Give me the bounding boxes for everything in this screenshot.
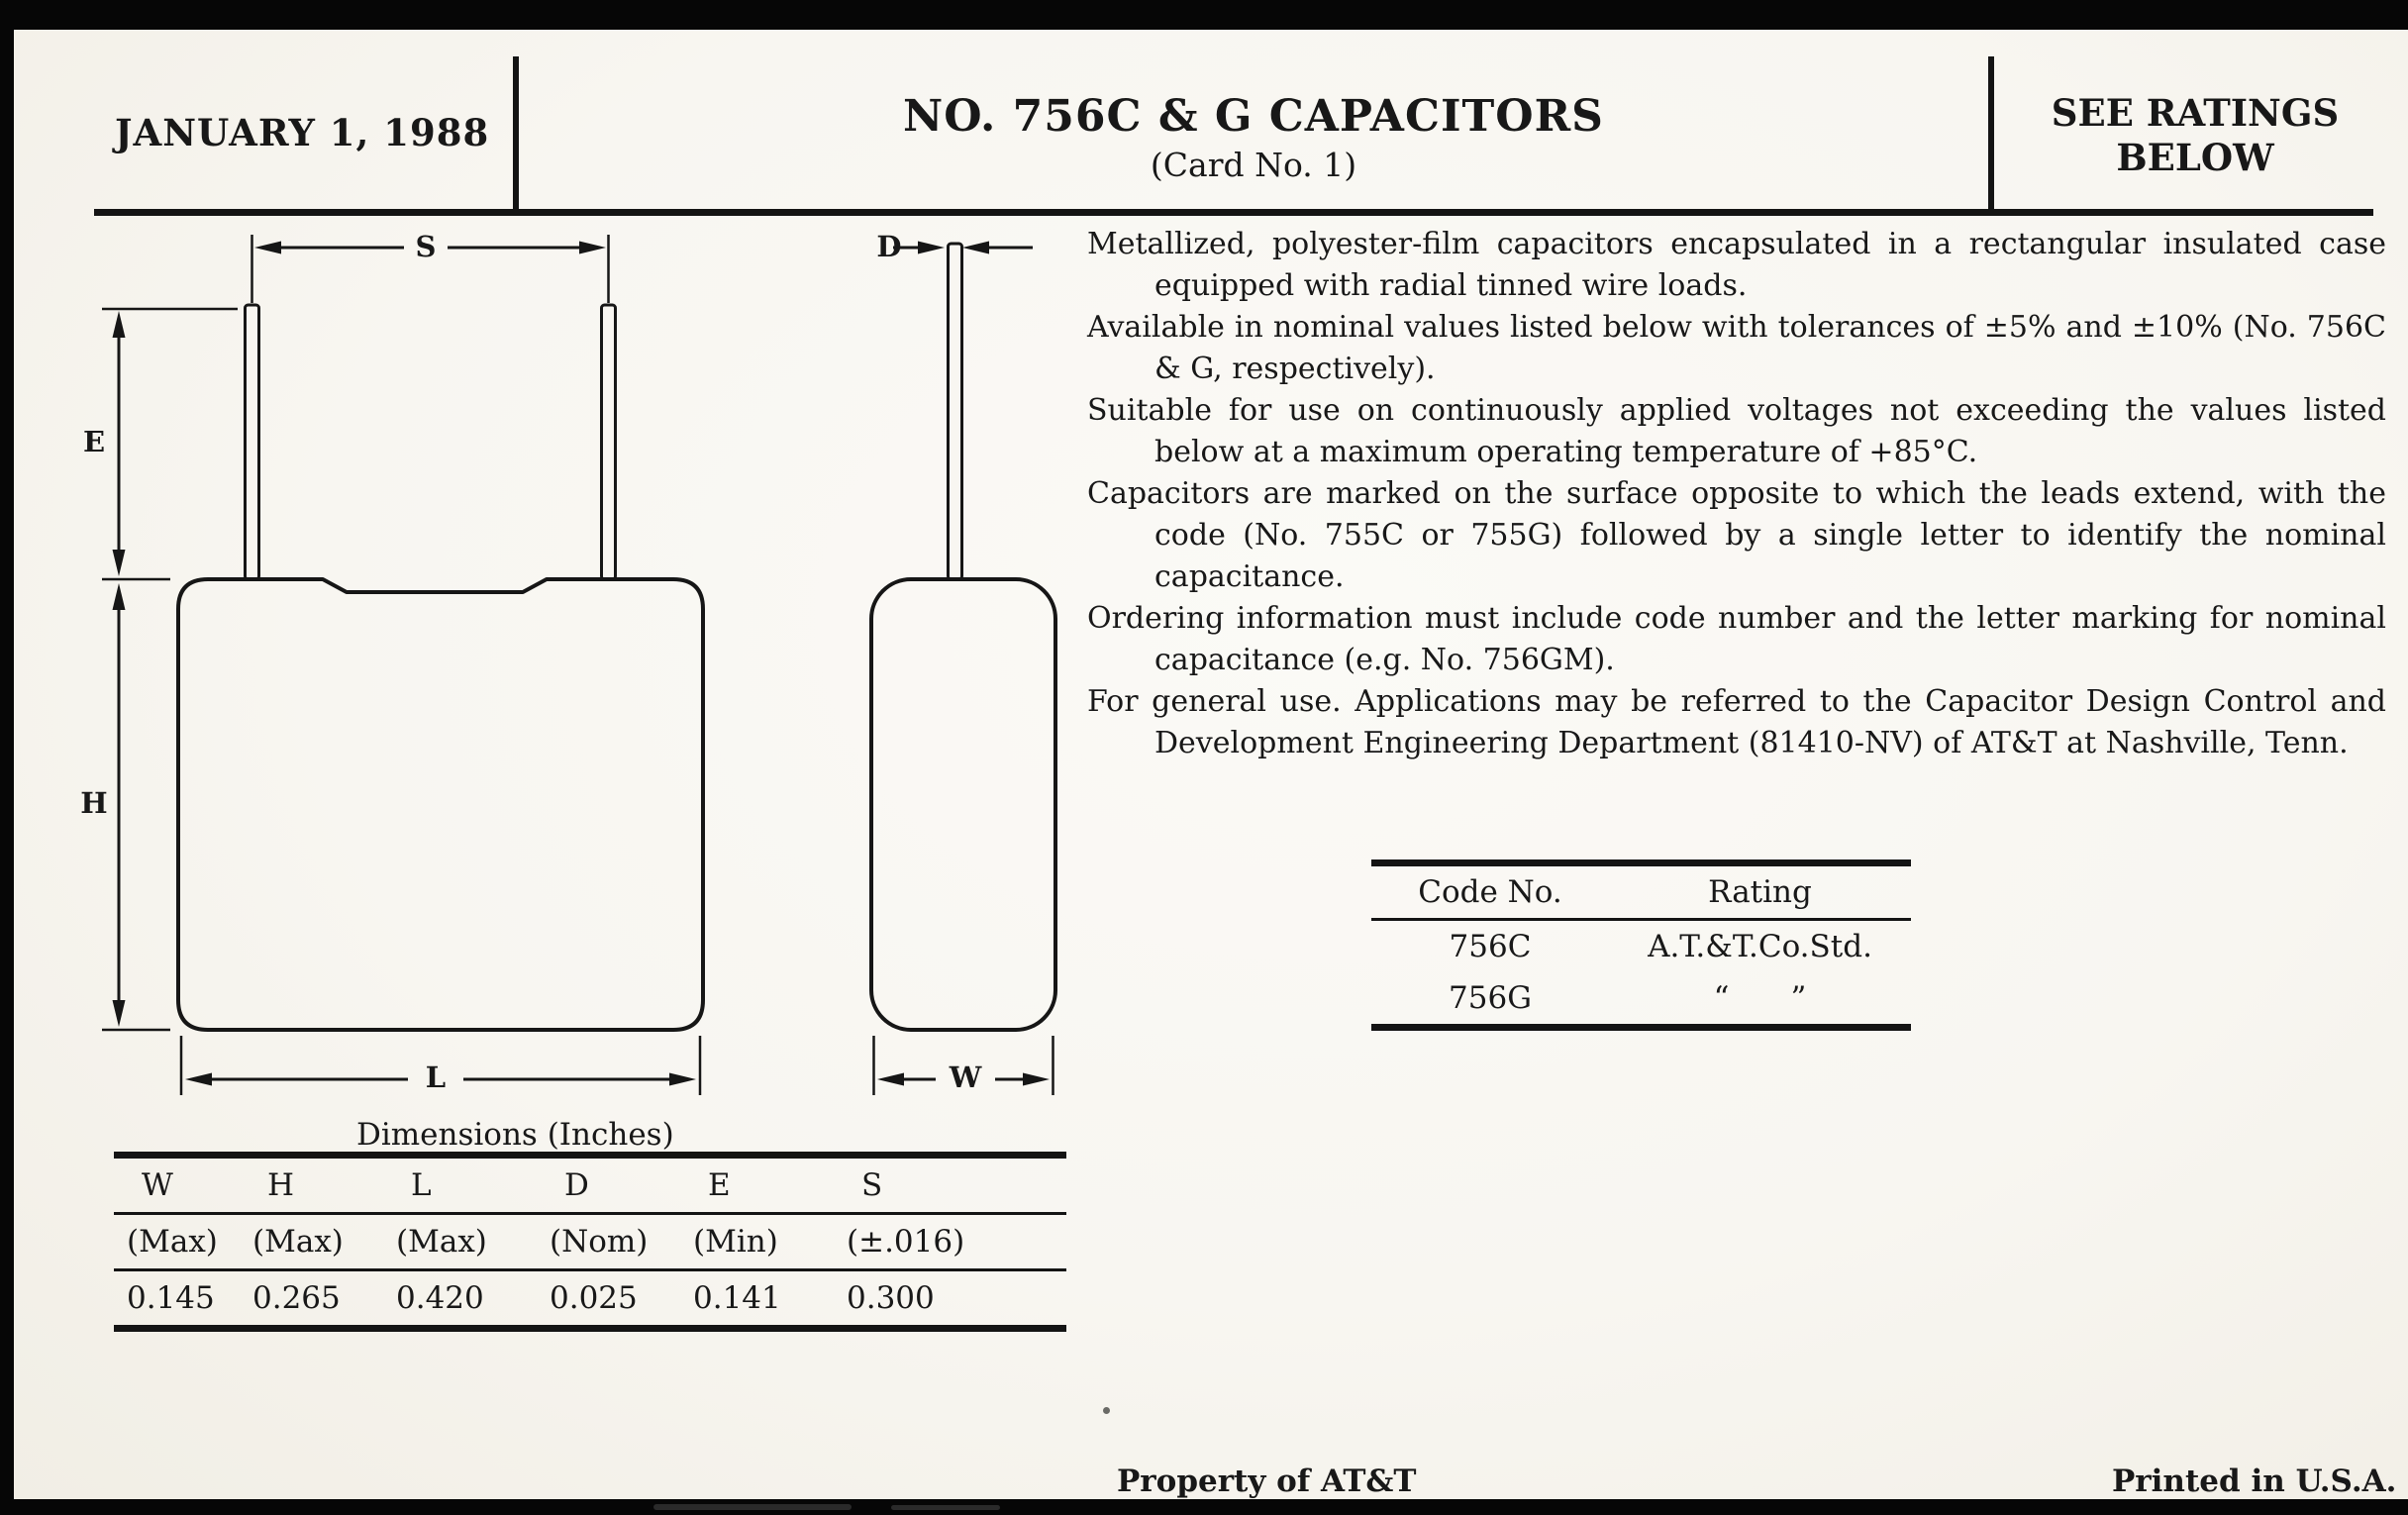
dim-col-d: D [564,1167,589,1203]
description-paragraph-6: For general use. Applications may be referred to the Capacitor Design Control and Development Engineering Department (81410-NV) of AT&T at Nashville, Tenn. [1087,684,2386,760]
scan-artifact-dot [1103,1407,1110,1414]
ratings-rating-756g: “ ” [1713,980,1807,1016]
dim-label-l: L [425,1060,447,1094]
dim-qual-w: (Max) [127,1224,218,1260]
dim-label-s: S [415,230,437,263]
capacitor-leads [246,244,962,579]
dim-val-h: 0.265 [252,1280,341,1316]
description-paragraph-2: Available in nominal values listed below with tolerances of ±5% and ±10% (No. 756C & G, respectively). [1087,310,2386,386]
header-date: JANUARY 1, 1988 [115,111,490,154]
dim-qual-e: (Min) [693,1224,778,1260]
dim-col-e: E [708,1167,731,1203]
dimensions-table-title: Dimensions (Inches) [356,1117,674,1153]
front-view-body [178,579,703,1030]
dim-label-d: D [876,230,902,263]
dim-col-w: W [142,1167,173,1203]
dim-qual-s: (±.016) [847,1224,965,1260]
scan-artifact [891,1505,1000,1510]
dim-qual-h: (Max) [252,1224,344,1260]
dimensions-qualifier-row [114,1214,1066,1270]
ratings-table [1371,859,1911,1031]
ratings-rating-756c: A.T.&T.Co.Std. [1648,929,1872,964]
page-title: NO. 756C & G CAPACITORS [903,91,1604,142]
scan-artifact [653,1504,852,1510]
dim-col-s: S [861,1167,883,1203]
dim-col-h: H [267,1167,295,1203]
side-view-body [871,579,1055,1030]
dim-val-s: 0.300 [847,1280,935,1316]
dim-val-w: 0.145 [127,1280,215,1316]
see-ratings-line2: BELOW [2116,136,2274,179]
ratings-col-code: Code No. [1418,874,1562,910]
dimensions-value-row [114,1270,1066,1329]
ratings-header-row [1371,863,1911,920]
dim-qual-d: (Nom) [550,1224,649,1260]
footer-property-note: Property of AT&T [1117,1464,1417,1499]
description-block [1087,224,2386,764]
dim-qual-l: (Max) [396,1224,487,1260]
ratings-code-756c: 756C [1449,929,1532,964]
dimensions-header-row [114,1156,1066,1214]
dim-val-d: 0.025 [550,1280,638,1316]
dimensions-table [114,1152,1066,1332]
description-paragraph-5: Ordering information must include code number and the letter marking for nominal capacitance (e.g. No. 756GM). [1087,601,2386,677]
capacitor-bodies [178,579,1055,1030]
dim-val-l: 0.420 [396,1280,484,1316]
see-ratings-line1: SEE RATINGS [2051,91,2340,135]
description-paragraph-1: Metallized, polyester-film capacitors encapsulated in a rectangular insulated case equipped with radial tinned wire loads. [1087,227,2386,303]
footer-printed-note: Printed in U.S.A. [2112,1464,2397,1499]
ratings-code-756g: 756G [1449,980,1532,1016]
dim-label-e: E [82,425,106,458]
table-row [1371,920,1911,973]
description-paragraph-4: Capacitors are marked on the surface opposite to which the leads extend, with the code (No. 755C or 755G) followed by a single letter to identify the nominal capacitance. [1087,476,2386,594]
dim-val-e: 0.141 [693,1280,781,1316]
table-row [1371,972,1911,1028]
dim-label-h: H [80,786,108,820]
page-subtitle: (Card No. 1) [1150,146,1357,184]
ratings-col-rating: Rating [1708,874,1812,910]
dim-label-w: W [949,1060,982,1094]
description-paragraph-3: Suitable for use on continuously applied voltages not exceeding the values listed below at a maximum operating temperature of +85°C. [1087,393,2386,469]
dim-col-l: L [411,1167,432,1203]
